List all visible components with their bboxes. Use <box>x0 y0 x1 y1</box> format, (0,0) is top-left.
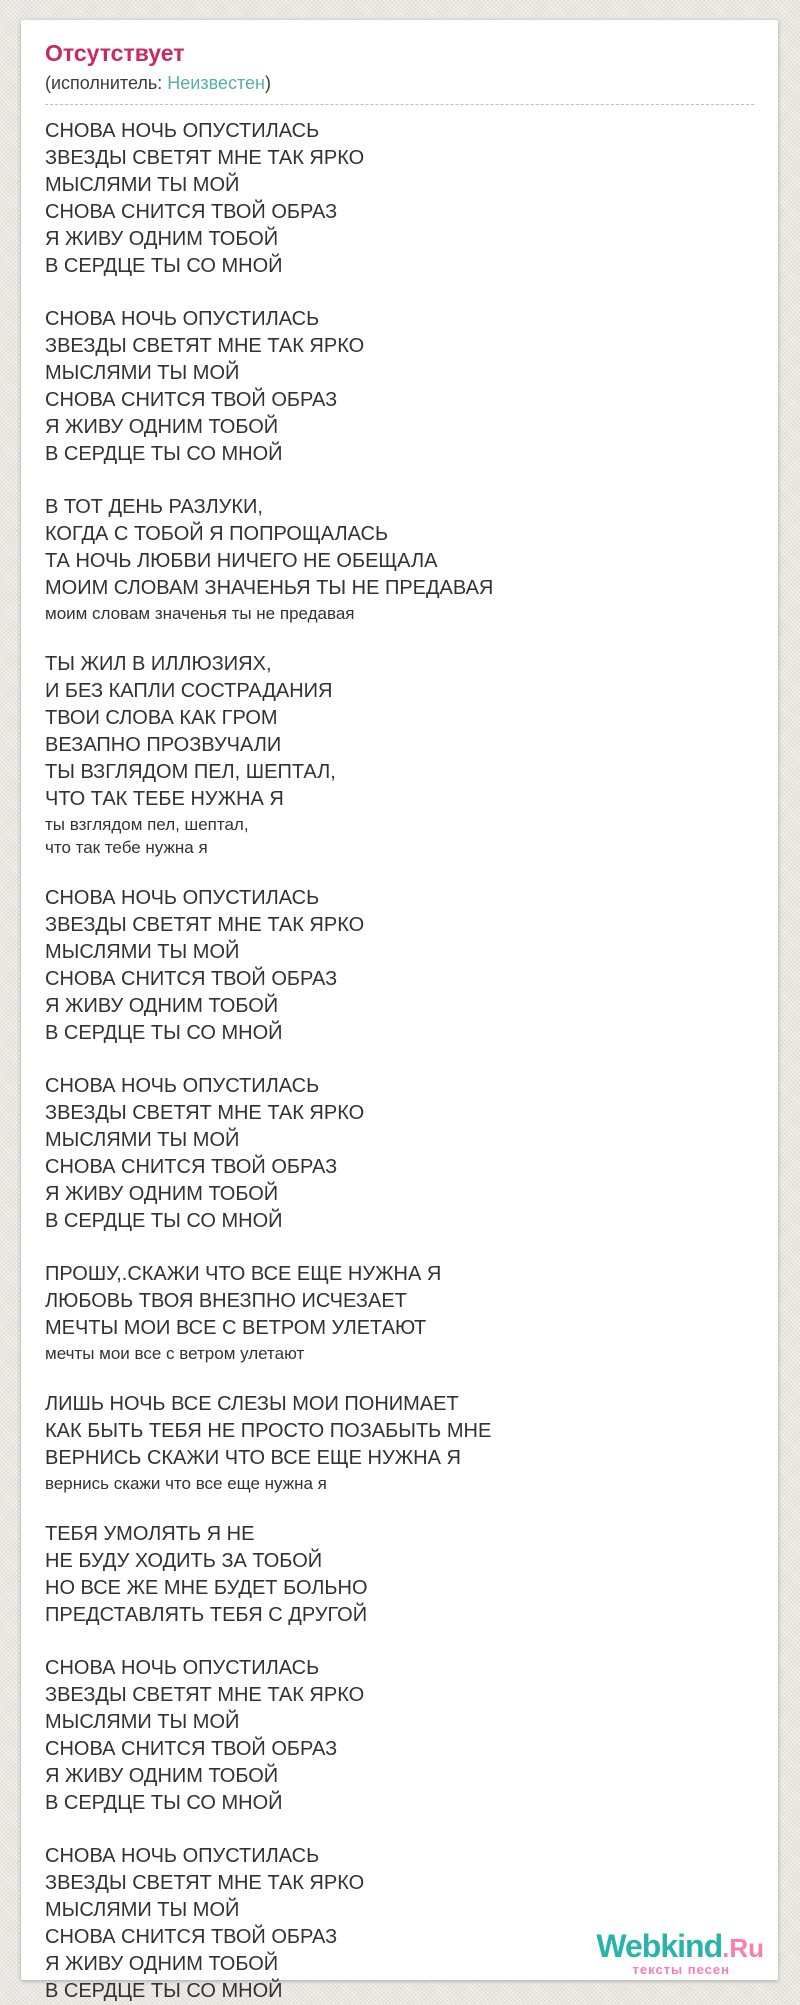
lyric-line: СНОВА СНИТСЯ ТВОЙ ОБРАЗ <box>45 389 338 411</box>
lyric-line: В СЕРДЦЕ ТЫ СО МНОЙ <box>45 1210 283 1232</box>
lyrics <box>45 118 754 2005</box>
lyric-line-small: мечты мои все с ветром улетают <box>45 1344 305 1363</box>
lyric-line: Я ЖИВУ ОДНИМ ТОБОЙ <box>45 1953 279 1975</box>
lyric-line: Я ЖИВУ ОДНИМ ТОБОЙ <box>45 1183 279 1205</box>
artist-link[interactable]: Неизвестен <box>167 73 265 93</box>
stanza <box>45 1521 754 1629</box>
artist-line <box>45 71 754 95</box>
artist-label-suffix: ) <box>264 73 271 93</box>
lyric-line: НЕ БУДУ ХОДИТЬ ЗА ТОБОЙ <box>45 1550 323 1572</box>
stanza <box>45 1261 754 1365</box>
lyric-line: ЗВЕЗДЫ СВЕТЯТ МНЕ ТАК ЯРКО <box>45 1872 365 1894</box>
lyric-line: СНОВА НОЧЬ ОПУСТИЛАСЬ <box>45 1845 320 1867</box>
lyric-line: СНОВА СНИТСЯ ТВОЙ ОБРАЗ <box>45 1738 338 1760</box>
lyric-line: МЕЧТЫ МОИ ВСЕ С ВЕТРОМ УЛЕТАЮТ <box>45 1317 427 1339</box>
lyric-line: СНОВА СНИТСЯ ТВОЙ ОБРАЗ <box>45 201 338 223</box>
stanza <box>45 306 754 468</box>
stanza <box>45 1391 754 1495</box>
lyric-line-small: ты взглядом пел, шептал, <box>45 815 249 834</box>
lyric-line: В СЕРДЦЕ ТЫ СО МНОЙ <box>45 443 283 465</box>
song-title: Отсутствует <box>45 40 185 66</box>
lyric-line: ТВОИ СЛОВА КАК ГРОМ <box>45 707 278 729</box>
lyric-line: ТЫ ЖИЛ В ИЛЛЮЗИЯХ, <box>45 653 272 675</box>
lyric-line: НО ВСЕ ЖЕ МНЕ БУДЕТ БОЛЬНО <box>45 1577 368 1599</box>
stanza <box>45 1073 754 1235</box>
lyric-line: В СЕРДЦЕ ТЫ СО МНОЙ <box>45 1022 283 1044</box>
lyric-line: МЫСЛЯМИ ТЫ МОЙ <box>45 1129 240 1151</box>
lyric-line: ЗВЕЗДЫ СВЕТЯТ МНЕ ТАК ЯРКО <box>45 1684 365 1706</box>
lyric-line: В ТОТ ДЕНЬ РАЗЛУКИ, <box>45 496 263 518</box>
webkind-wordmark <box>596 1930 764 1962</box>
lyric-line: Я ЖИВУ ОДНИМ ТОБОЙ <box>45 995 279 1017</box>
lyric-line: МЫСЛЯМИ ТЫ МОЙ <box>45 1899 240 1921</box>
stanza <box>45 651 754 859</box>
lyric-line: ТЫ ВЗГЛЯДОМ ПЕЛ, ШЕПТАЛ, <box>45 761 336 783</box>
song-header <box>45 40 754 105</box>
lyric-line: ПРЕДСТАВЛЯТЬ ТЕБЯ С ДРУГОЙ <box>45 1604 368 1626</box>
webkind-logo-link[interactable] <box>596 1930 764 1976</box>
stanza <box>45 118 754 280</box>
lyric-line: СНОВА НОЧЬ ОПУСТИЛАСЬ <box>45 887 320 909</box>
lyric-line: СНОВА СНИТСЯ ТВОЙ ОБРАЗ <box>45 968 338 990</box>
lyric-line: ЗВЕЗДЫ СВЕТЯТ МНЕ ТАК ЯРКО <box>45 335 365 357</box>
lyric-line: МЫСЛЯМИ ТЫ МОЙ <box>45 362 240 384</box>
lyric-line: ВЕЗАПНО ПРОЗВУЧАЛИ <box>45 734 282 756</box>
stanza <box>45 494 754 625</box>
lyric-line: Я ЖИВУ ОДНИМ ТОБОЙ <box>45 416 279 438</box>
stanza <box>45 1843 754 2005</box>
lyric-line: ЗВЕЗДЫ СВЕТЯТ МНЕ ТАК ЯРКО <box>45 914 365 936</box>
lyric-line: ЗВЕЗДЫ СВЕТЯТ МНЕ ТАК ЯРКО <box>45 1102 365 1124</box>
lyric-line: МЫСЛЯМИ ТЫ МОЙ <box>45 174 240 196</box>
lyric-line: КОГДА С ТОБОЙ Я ПОПРОЩАЛАСЬ <box>45 523 389 545</box>
lyric-line: И БЕЗ КАПЛИ СОСТРАДАНИЯ <box>45 680 333 702</box>
stanza <box>45 1655 754 1817</box>
lyric-line: СНОВА НОЧЬ ОПУСТИЛАСЬ <box>45 120 320 142</box>
lyric-line: ТА НОЧЬ ЛЮБВИ НИЧЕГО НЕ ОБЕЩАЛА <box>45 550 438 572</box>
lyric-line: Я ЖИВУ ОДНИМ ТОБОЙ <box>45 228 279 250</box>
lyric-line: СНОВА СНИТСЯ ТВОЙ ОБРАЗ <box>45 1156 338 1178</box>
lyric-line-small: моим словам значенья ты не предавая <box>45 604 355 623</box>
lyric-line: СНОВА СНИТСЯ ТВОЙ ОБРАЗ <box>45 1926 338 1948</box>
webkind-tagline: тексты песен <box>632 1962 730 1977</box>
lyric-line: МЫСЛЯМИ ТЫ МОЙ <box>45 941 240 963</box>
lyric-line: ЛЮБОВЬ ТВОЯ ВНЕЗПНО ИСЧЕЗАЕТ <box>45 1290 407 1312</box>
lyric-line: ПРОШУ,.СКАЖИ ЧТО ВСЕ ЕЩЕ НУЖНА Я <box>45 1263 442 1285</box>
lyric-line: СНОВА НОЧЬ ОПУСТИЛАСЬ <box>45 1075 320 1097</box>
artist-label-prefix: (исполнитель: <box>45 73 168 93</box>
lyric-line: Я ЖИВУ ОДНИМ ТОБОЙ <box>45 1765 279 1787</box>
webkind-logo-text: Webkind <box>596 1928 723 1964</box>
lyrics-card <box>21 20 778 2002</box>
lyric-line: ВЕРНИСЬ СКАЖИ ЧТО ВСЕ ЕЩЕ НУЖНА Я <box>45 1447 461 1469</box>
stanza <box>45 885 754 1047</box>
lyric-line: МОИМ СЛОВАМ ЗНАЧЕНЬЯ ТЫ НЕ ПРЕДАВАЯ <box>45 577 494 599</box>
webkind-logo-tld: .Ru <box>722 1933 764 1963</box>
lyric-line: В СЕРДЦЕ ТЫ СО МНОЙ <box>45 255 283 277</box>
lyric-line: В СЕРДЦЕ ТЫ СО МНОЙ <box>45 1980 283 2002</box>
lyric-line: ЧТО ТАК ТЕБЕ НУЖНА Я <box>45 788 284 810</box>
lyric-line-small: вернись скажи что все еще нужна я <box>45 1474 327 1493</box>
lyric-line: В СЕРДЦЕ ТЫ СО МНОЙ <box>45 1792 283 1814</box>
lyric-line: ТЕБЯ УМОЛЯТЬ Я НЕ <box>45 1523 255 1545</box>
lyric-line: ЗВЕЗДЫ СВЕТЯТ МНЕ ТАК ЯРКО <box>45 147 365 169</box>
lyric-line: МЫСЛЯМИ ТЫ МОЙ <box>45 1711 240 1733</box>
lyric-line: СНОВА НОЧЬ ОПУСТИЛАСЬ <box>45 308 320 330</box>
lyric-line: ЛИШЬ НОЧЬ ВСЕ СЛЕЗЫ МОИ ПОНИМАЕТ <box>45 1393 459 1415</box>
lyric-line: КАК БЫТЬ ТЕБЯ НЕ ПРОСТО ПОЗАБЫТЬ МНЕ <box>45 1420 492 1442</box>
lyric-line: СНОВА НОЧЬ ОПУСТИЛАСЬ <box>45 1657 320 1679</box>
lyric-line-small: что так тебе нужна я <box>45 838 208 857</box>
